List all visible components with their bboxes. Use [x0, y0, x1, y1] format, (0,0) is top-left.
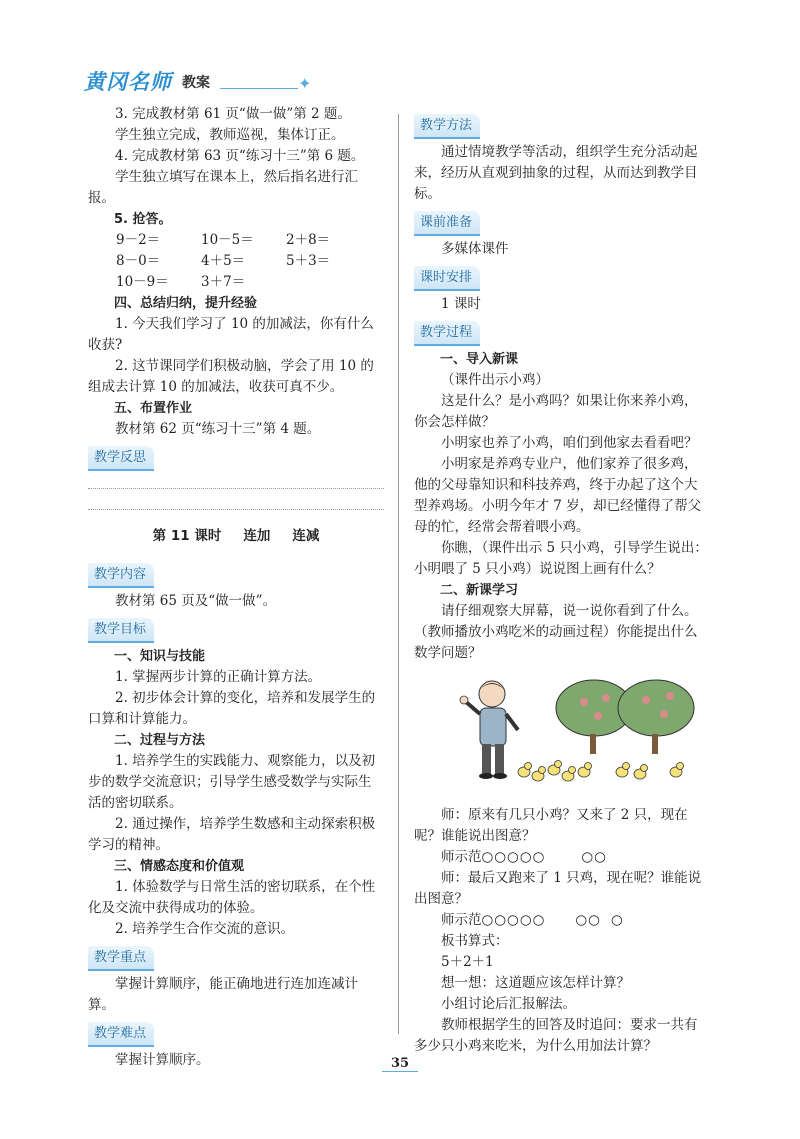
text-line: 2. 通过操作，培养学生数感和主动探索积极学习的精神。 [88, 816, 376, 853]
text-line: 1 课时 [441, 296, 481, 312]
text-line: 板书算式： [441, 933, 509, 949]
section-heading: 二、过程与方法 [114, 733, 206, 748]
tag-difficulty: 教学难点 [88, 1022, 154, 1047]
text-line: 学生独立填写在课本上，然后指名进行汇报。 [88, 169, 358, 206]
quiz-row [88, 230, 384, 251]
left-column [88, 104, 384, 1071]
section-heading: 一、知识与技能 [114, 649, 206, 664]
text-line: 师：最后又跑来了 1 只鸡，现在呢？谁能说出图意？ [414, 870, 702, 907]
text-line: 2. 培养学生合作交流的意识。 [115, 921, 295, 937]
text-line: 2. 这节课同学们积极动脑，学会了用 10 的组成去计算 10 的加减法，收获可真不少。 [88, 358, 374, 395]
demo-label: 师示范 [441, 912, 482, 928]
circles-group: ○○ [575, 912, 601, 928]
quiz-item: 5＋3＝ [286, 253, 331, 269]
header-brand: 黄冈名师 [84, 70, 172, 94]
section-heading: 五、布置作业 [114, 401, 193, 416]
tag-method: 教学方法 [414, 114, 480, 139]
circles-group: ○ [610, 912, 624, 928]
text-line: 1. 体验数学与日常生活的密切联系，在个性化及交流中获得成功的体验。 [88, 879, 376, 916]
quiz-item: 2＋8＝ [286, 232, 331, 248]
dotted-rule [88, 488, 384, 489]
text-line: 多媒体课件 [441, 241, 509, 257]
quiz-item [286, 272, 371, 293]
demo-line [414, 910, 710, 931]
section-heading: 一、导入新课 [440, 352, 519, 367]
circles-group: ○○○○○ [481, 912, 546, 928]
sparkle-icon: ✦ [298, 74, 312, 93]
page-number-underline [382, 1071, 418, 1072]
text-line: 掌握计算顺序，能正确地进行连加连减计算。 [88, 976, 358, 1013]
text-line: 师：原来有几只小鸡？又来了 2 只，现在呢？谁能说出图意？ [414, 807, 688, 844]
quiz-row [88, 272, 384, 293]
text-line: 通过情境教学等活动，组织学生充分活动起来，经历从直观到抽象的过程，从而达到教学目标。 [414, 144, 698, 202]
text-line: （课件出示小鸡） [441, 372, 549, 388]
text-line: 请仔细观察大屏幕，说一说你看到了什么。（教师播放小鸡吃米的动画过程）你能提出什么数学问题？ [414, 603, 698, 661]
quiz-item: 10－5＝ [201, 232, 254, 248]
section-heading: 四、总结归纳，提升经验 [114, 296, 258, 311]
circles-group: ○○ [581, 849, 607, 865]
tag-goals: 教学目标 [88, 618, 154, 643]
demo-label: 师示范 [441, 849, 482, 865]
lesson-number: 第 11 课时 [152, 528, 222, 544]
tag-key-point: 教学重点 [88, 946, 154, 971]
text-line: 掌握计算顺序。 [115, 1052, 210, 1068]
tag-content: 教学内容 [88, 563, 154, 588]
text-line: 2. 初步体会计算的变化，培养和发展学生的口算和计算能力。 [88, 690, 376, 727]
text-line: 小明家也养了小鸡，咱们到他家去看看吧？ [441, 435, 698, 451]
quiz-item: 9－2＝ [116, 232, 161, 248]
text-line: 4. 完成教材第 63 页“练习十三”第 6 题。 [115, 148, 365, 164]
tag-reflection: 教学反思 [88, 446, 154, 471]
quiz-item: 4＋5＝ [201, 253, 246, 269]
lesson-title [88, 526, 384, 547]
text-line: 这是什么？是小鸡吗？如果让你来养小鸡，你会怎样做？ [414, 393, 698, 430]
tag-schedule: 课时安排 [414, 266, 480, 291]
text-line: 教师根据学生的回答及时追问：要求一共有多少只小鸡来吃米，为什么用加法计算？ [414, 1017, 698, 1054]
text-line: 3. 完成教材第 61 页“做一做”第 2 题。 [115, 106, 351, 122]
quiz-item: 8－0＝ [116, 253, 161, 269]
quiz-item: 10－9＝ [116, 274, 169, 290]
header-subtitle: 教案 [182, 75, 210, 91]
text-line: 想一想：这道题应该怎样计算？ [441, 975, 630, 991]
quiz-item: 3＋7＝ [201, 274, 246, 290]
text-line: 学生独立完成，教师巡视，集体订正。 [115, 127, 345, 143]
right-column [414, 114, 710, 1057]
column-divider [398, 114, 399, 1034]
tag-process: 教学过程 [414, 321, 480, 346]
lesson-topic: 连减 [292, 528, 320, 544]
text-line: 你瞧，（课件出示 5 只小鸡，引导学生说出：小明喂了 5 只小鸡）说说图上画有什么？ [414, 540, 708, 577]
boy-feeding-chicks-illustration [414, 672, 710, 792]
circles-group: ○○○○○ [481, 849, 546, 865]
text-line: 小明家是养鸡专业户，他们家养了很多鸡，他的父母靠知识和科技养鸡，终于办起了这个大型养鸡场。小明今年才 7 岁，却已经懂得了帮父母的忙，经常会帮着喂小鸡。 [414, 456, 702, 535]
tag-preparation: 课前准备 [414, 211, 480, 236]
page-number: 35 [390, 1056, 410, 1071]
text-line: 教材第 65 页及“做一做”。 [115, 593, 277, 609]
header-rule [220, 88, 298, 89]
text-line: 1. 今天我们学习了 10 的加减法，你有什么收获? [88, 316, 374, 353]
demo-line [414, 847, 710, 868]
section-heading: 二、新课学习 [440, 583, 519, 598]
text-line: 5. 抢答。 [114, 212, 172, 227]
lesson-topic: 连加 [243, 528, 271, 544]
dotted-rule [88, 509, 384, 510]
text-line: 1. 掌握两步计算的正确计算方法。 [115, 669, 322, 685]
quiz-row [88, 251, 384, 272]
text-line: 小组讨论后汇报解法。 [441, 996, 576, 1012]
text-line: 1. 培养学生的实践能力、观察能力，以及初步的数学交流意识；引导学生感受数学与实际生活的密切联系。 [88, 753, 376, 811]
formula: 5＋2＋1 [441, 954, 494, 970]
text-line: 教材第 62 页“练习十三”第 4 题。 [115, 421, 321, 437]
section-heading: 三、情感态度和价值观 [114, 859, 245, 874]
